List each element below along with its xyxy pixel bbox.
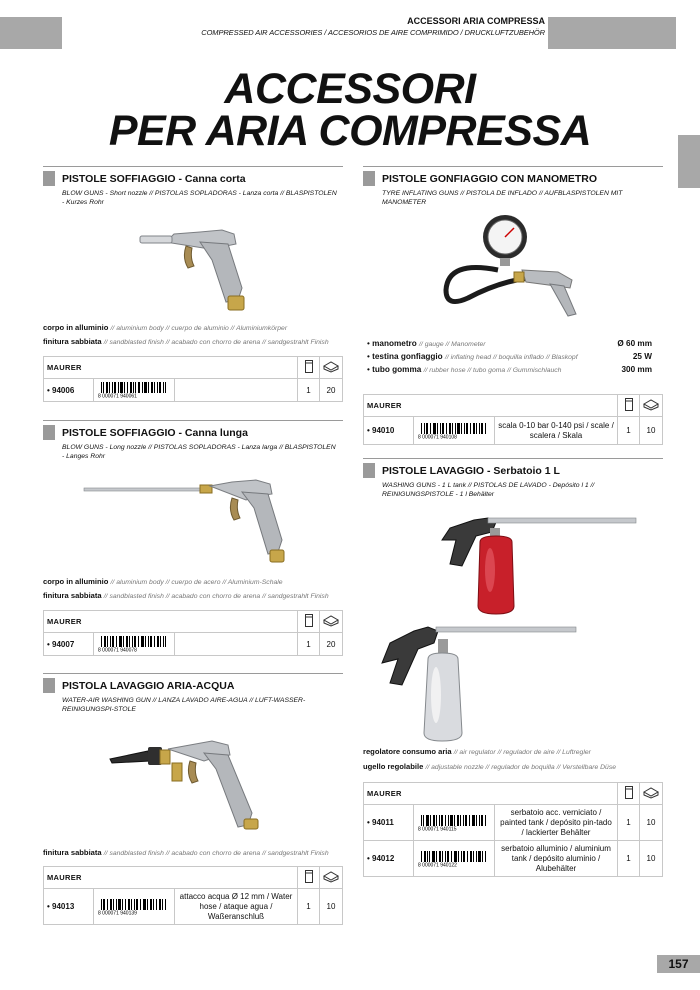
section-title: PISTOLE LAVAGGIO - Serbatoio 1 L — [382, 464, 560, 477]
svg-text:8 000071 940061: 8 000071 940061 — [98, 393, 137, 398]
section-marker — [43, 425, 55, 440]
section-title: PISTOLA LAVAGGIO ARIA-ACQUA — [62, 679, 235, 692]
feature-line: regolatore consumo aria // air regulator // regulador de aire // Luftregler — [363, 747, 591, 756]
section-description: WASHING GUNS - 1 L tank // PISTOLAS DE LAVADO - Depósito l 1 // REINIGUNGSPISTOLE - 1 l Behälter — [382, 482, 595, 498]
water-air-gun-image — [108, 733, 273, 833]
product-code: • 94006 — [47, 385, 75, 395]
section-marker — [363, 171, 375, 186]
section-title: PISTOLE GONFIAGGIO CON MANOMETRO — [382, 172, 598, 185]
spec-row: • manometro // gauge // Manometer Ø 60 mm — [367, 339, 652, 348]
section-description: WATER-AIR WASHING GUN // LANZA LAVADO AIRE-AGUA // LUFT-WASSER-REINIGUNGSPI-STOLE — [62, 697, 306, 713]
product-table — [43, 356, 343, 402]
brand-logo: MAURER — [47, 617, 82, 626]
tyre-inflating-gun-image — [438, 210, 588, 320]
washing-gun-red-tank-image — [440, 510, 640, 620]
main-title-line2: PER ARIA COMPRESSA — [108, 107, 592, 155]
qty-unit: 1 — [298, 889, 320, 925]
svg-text:8 000071 940139: 8 000071 940139 — [98, 910, 137, 915]
product-description: scala 0-10 bar 0-140 psi / scale / scalera / Skala — [495, 417, 618, 445]
feature-line: ugello regolabile // adjustable nozzle // regulador de boquilla // Verstellbare Düse — [363, 762, 617, 771]
section-water-air-gun — [43, 673, 343, 714]
brand-logo: MAURER — [367, 789, 402, 798]
qty-unit: 1 — [618, 805, 640, 841]
feature-line: finitura sabbiata // sandblasted finish // acabado con chorro de arena // sandgestrahlt Finish — [43, 848, 329, 857]
page-number: 157 — [657, 955, 700, 973]
box-icon — [323, 871, 339, 883]
product-code: • 94011 — [367, 818, 394, 827]
svg-text:8 000071 940115: 8 000071 940115 — [418, 826, 457, 831]
feature-line: finitura sabbiata // sandblasted finish // acabado con chorro de arena // sandgestrahlt Finish — [43, 591, 329, 600]
unit-icon — [305, 360, 313, 373]
section-marker — [363, 463, 375, 478]
qty-unit: 1 — [298, 379, 320, 402]
section-description: BLOW GUNS - Long nozzle // PISTOLAS SOPLADORAS - Lanza larga // BLASPISTOLEN - Langes Rohr — [62, 444, 336, 460]
brand-logo: MAURER — [47, 363, 82, 372]
qty-box: 20 — [320, 633, 343, 656]
qty-unit: 1 — [618, 417, 640, 445]
section-washing-gun-tank — [363, 458, 663, 499]
section-marker — [43, 171, 55, 186]
section-tyre-inflating-gun — [363, 166, 663, 207]
spec-row: • tubo gomma // rubber hose // tubo goma // Gummischlauch 300 mm — [367, 365, 652, 374]
product-code: • 94010 — [367, 426, 395, 435]
table-row — [44, 633, 343, 656]
section-title: PISTOLE SOFFIAGGIO - Canna corta — [62, 172, 246, 185]
unit-icon — [625, 398, 633, 411]
qty-box: 10 — [640, 417, 663, 445]
svg-text:8 000071 940122: 8 000071 940122 — [418, 862, 457, 867]
unit-icon — [625, 786, 633, 799]
product-table — [43, 610, 343, 656]
table-row — [44, 889, 343, 925]
barcode — [414, 417, 495, 445]
section-title: PISTOLE SOFFIAGGIO - Canna lunga — [62, 426, 248, 439]
qty-box: 20 — [320, 379, 343, 402]
header-title: ACCESSORI ARIA COMPRESSA — [407, 16, 545, 26]
washing-gun-aluminium-tank-image — [380, 615, 580, 745]
barcode — [414, 805, 495, 841]
feature-line: corpo in alluminio // aluminium body // cuerpo de aluminio // Aluminiumkörper — [43, 323, 288, 332]
product-description: serbatoio alluminio / aluminium tank / depósito aluminio / Alubehälter — [495, 841, 618, 877]
section-blow-gun-long — [43, 420, 343, 461]
spec-list — [367, 338, 652, 377]
feature-line: corpo in alluminio // aluminium body // cuerpo de acero // Aluminium-Schale — [43, 577, 283, 586]
qty-box: 10 — [640, 805, 663, 841]
box-icon — [323, 361, 339, 373]
svg-text:8 000071 940108: 8 000071 940108 — [418, 434, 457, 439]
barcode — [94, 633, 175, 656]
unit-icon — [305, 614, 313, 627]
page-header — [201, 16, 545, 38]
section-marker — [43, 678, 55, 693]
barcode — [94, 379, 175, 402]
blow-gun-long-image — [82, 472, 302, 567]
table-row — [364, 417, 663, 445]
section-blow-gun-short — [43, 166, 343, 207]
spec-row: • testina gonfiaggio // inflating head // boquilla inflado // Blaskopf 25 W — [367, 352, 652, 361]
product-table — [363, 394, 663, 445]
brand-logo: MAURER — [47, 873, 82, 882]
product-code: • 94012 — [367, 854, 395, 863]
brand-logo: MAURER — [367, 401, 402, 410]
box-icon — [643, 399, 659, 411]
svg-text:8 000071 940078: 8 000071 940078 — [98, 647, 137, 652]
barcode — [414, 841, 495, 877]
box-icon — [323, 615, 339, 627]
product-description: attacco acqua Ø 12 mm / Water hose / ataque agua / Waßeranschluß — [175, 889, 298, 925]
product-table — [363, 782, 663, 877]
table-row — [364, 805, 663, 841]
qty-box: 10 — [640, 841, 663, 877]
product-table — [43, 866, 343, 925]
barcode — [94, 889, 175, 925]
blow-gun-short-image — [130, 210, 270, 315]
feature-line: finitura sabbiata // sandblasted finish // acabado con chorro de arena // sandgestrahlt Finish — [43, 337, 329, 346]
product-code: • 94013 — [47, 902, 75, 911]
qty-unit: 1 — [298, 633, 320, 656]
qty-unit: 1 — [618, 841, 640, 877]
main-title-line1: ACCESSORI — [224, 65, 476, 113]
header-subtitle: COMPRESSED AIR ACCESSORIES / ACCESORIOS DE AIRE COMPRIMIDO / DRUCKLUFTZUBEHÖR — [201, 28, 545, 37]
section-description: TYRE INFLATING GUNS // PISTOLA DE INFLADO // AUFBLASPISTOLEN MIT MANOMETER — [382, 190, 623, 206]
table-row — [364, 841, 663, 877]
unit-icon — [305, 870, 313, 883]
section-description: BLOW GUNS - Short nozzle // PISTOLAS SOPLADORAS - Lanza corta // BLASPISTOLEN - Kurzes Rohr — [62, 190, 337, 206]
box-icon — [643, 787, 659, 799]
product-description: serbatoio acc. verniciato / painted tank / depósito pin-tado / lackierter Behälter — [495, 805, 618, 841]
qty-box: 10 — [320, 889, 343, 925]
product-code: • 94007 — [47, 639, 75, 649]
table-row — [44, 379, 343, 402]
header-bar-left — [0, 17, 62, 49]
header-bar-right — [548, 17, 676, 49]
